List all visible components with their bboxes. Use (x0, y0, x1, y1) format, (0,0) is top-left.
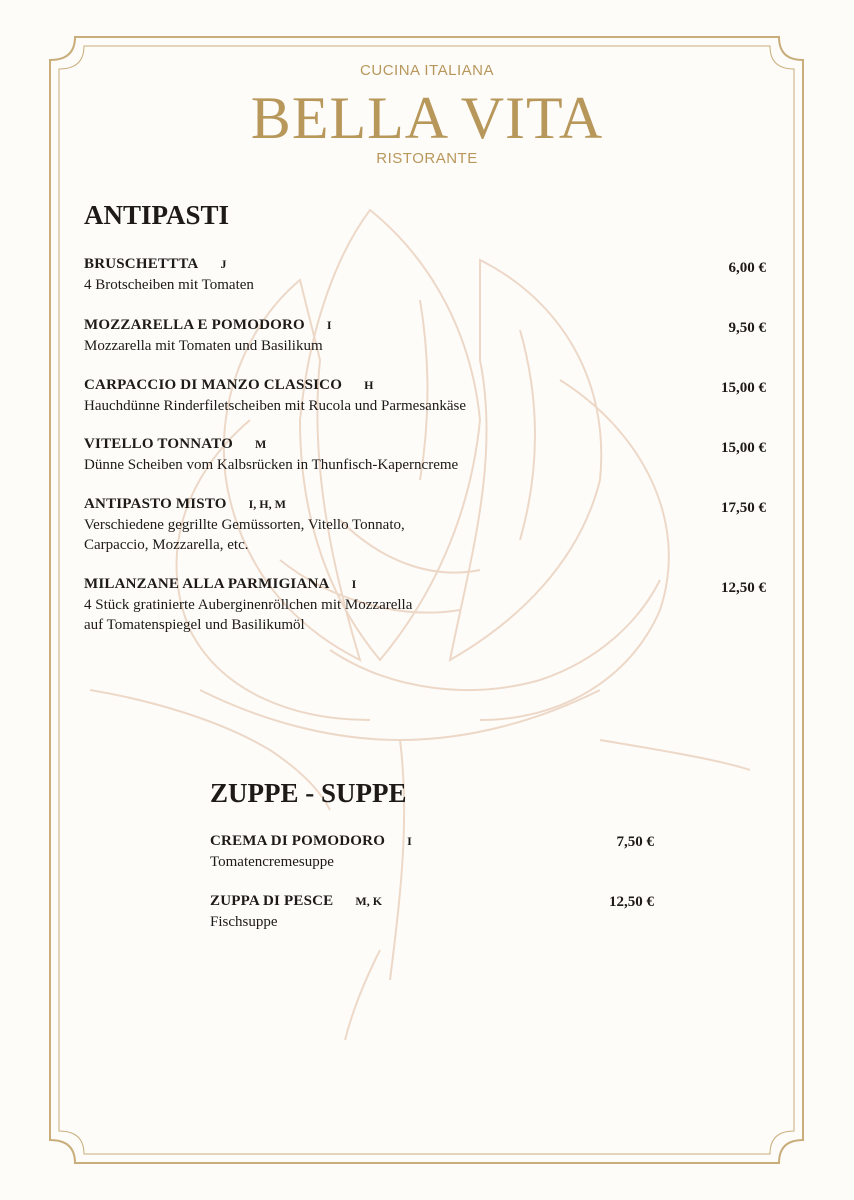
item-description: Tomatencremesuppe (210, 854, 334, 870)
item-price: 7,50 € (616, 834, 654, 850)
item-allergens: H (364, 378, 374, 392)
item-price: 15,00 € (721, 440, 766, 456)
item-price: 15,00 € (721, 380, 766, 396)
item-name: CREMA DI POMODORO (210, 833, 386, 849)
item-allergens: I, H, M (248, 497, 286, 511)
menu-item-melanzane (84, 575, 412, 635)
item-name: ANTIPASTO MISTO (84, 496, 227, 512)
item-description: auf Tomatenspiegel und Basilikumöl (84, 617, 305, 633)
item-price: 9,50 € (728, 320, 766, 336)
item-description: 4 Stück gratinierte Auberginenröllchen mit Mozzarella (84, 597, 413, 613)
item-allergens: I (351, 577, 357, 591)
menu-item-zuppa-di-pesce (210, 892, 382, 932)
menu-item-antipasto-misto (84, 495, 405, 555)
section-title-antipasti: ANTIPASTI (84, 200, 230, 230)
restaurant-name: BELLA VITA (250, 85, 604, 151)
menu-item-crema-di-pomodoro (210, 832, 412, 872)
menu-item-bruschetta (84, 255, 254, 295)
item-description: 4 Brotscheiben mit Tomaten (84, 277, 254, 293)
item-price: 12,50 € (609, 894, 654, 910)
restaurant-type-label: RISTORANTE (376, 150, 478, 167)
item-name: VITELLO TONNATO (84, 436, 234, 452)
item-description: Mozzarella mit Tomaten und Basilikum (84, 338, 323, 354)
item-name: MOZZARELLA E POMODORO (84, 317, 305, 333)
item-price: 12,50 € (721, 580, 766, 596)
menu-item-carpaccio (84, 376, 466, 416)
item-name: CARPACCIO DI MANZO CLASSICO (84, 377, 343, 393)
section-title-zuppe: ZUPPE - SUPPE (210, 778, 407, 808)
item-description: Fischsuppe (210, 914, 278, 930)
item-allergens: M, K (355, 894, 383, 908)
item-name: BRUSCHETTTA (84, 256, 199, 272)
item-description: Dünne Scheiben vom Kalbsrücken in Thunfisch-Kaperncreme (84, 457, 459, 473)
item-name: MILANZANE ALLA PARMIGIANA (84, 576, 330, 592)
cuisine-label: CUCINA ITALIANA (360, 62, 494, 79)
menu-item-mozzarella (84, 316, 332, 356)
item-description: Carpaccio, Mozzarella, etc. (84, 537, 249, 553)
menu-item-vitello-tonnato (84, 435, 458, 475)
item-allergens: J (220, 257, 227, 271)
item-description: Verschiedene gegrillte Gemüssorten, Vitello Tonnato, (84, 517, 405, 533)
item-description: Hauchdünne Rinderfiletscheiben mit Rucola und Parmesankäse (84, 398, 466, 414)
item-price: 17,50 € (721, 500, 766, 516)
item-allergens: I (407, 834, 412, 848)
item-allergens: I (326, 318, 332, 332)
item-name: ZUPPA DI PESCE (210, 893, 334, 909)
item-price: 6,00 € (728, 260, 766, 276)
item-allergens: M (255, 437, 267, 451)
